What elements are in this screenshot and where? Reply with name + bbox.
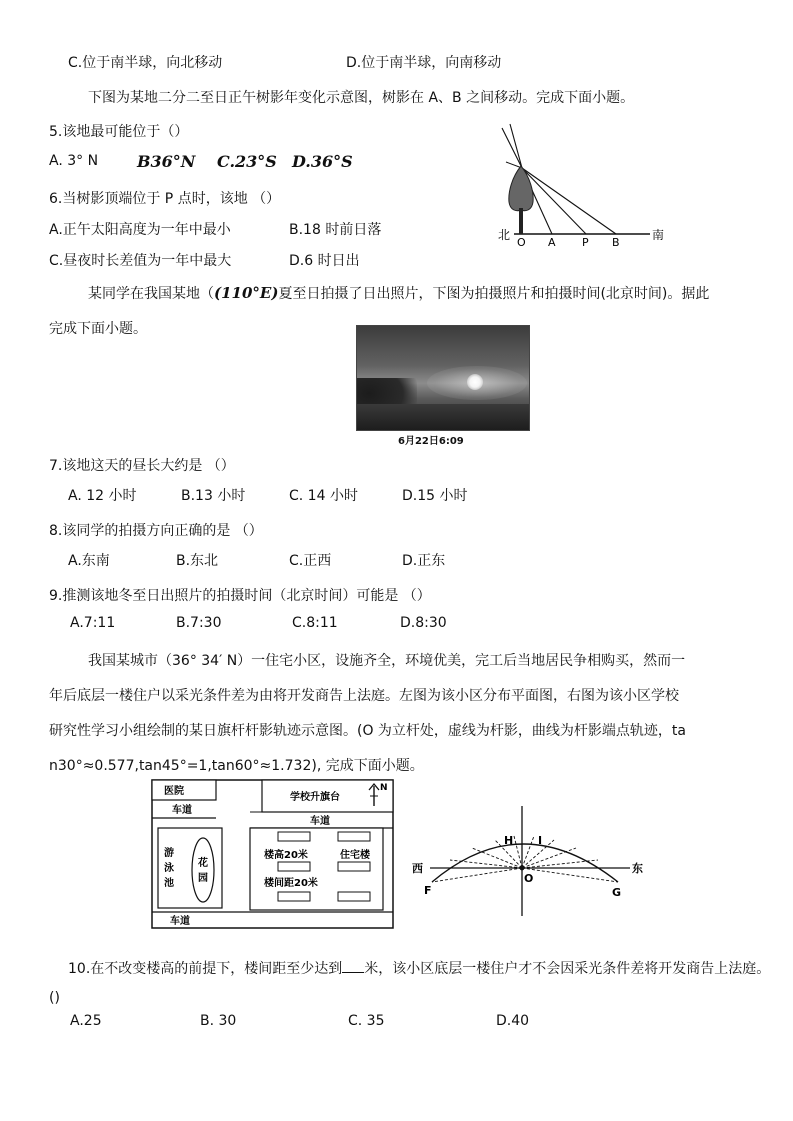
road-label-top-right: 车道 (310, 816, 330, 827)
residential-map (150, 778, 395, 930)
q4-option-d: D.位于南半球，向南移动 (346, 55, 502, 71)
label-south: 南 (652, 228, 665, 242)
q5-option-a: A. 3° N (49, 153, 99, 169)
sunrise-photo (356, 325, 530, 431)
intro-residential-l3: 研究性学习小组绘制的某日旗杆杆影轨迹示意图。(O 为立杆处，虚线为杆影，曲线为杆影端点轨迹，ta (49, 723, 686, 739)
q8-option-d: D.正东 (402, 553, 446, 569)
q10-blank (342, 960, 364, 973)
q7-option-a: A. 12 小时 (68, 488, 137, 504)
intro-residential-l2: 年后底层一楼住户以采光条件差为由将开发商告上法庭。左图为该小区分布平面图，右图为该小区学校 (49, 688, 679, 704)
pole-point (520, 866, 525, 871)
building-5 (278, 892, 310, 901)
intro-sunrise-coord: (110°E) (214, 284, 279, 302)
label-o: O (517, 236, 526, 246)
label-f: F (424, 884, 432, 897)
intro-sunrise-line2: 完成下面小题。 (49, 321, 147, 337)
q10-option-b: B. 30 (200, 1013, 237, 1029)
building-4 (338, 862, 370, 871)
q10-option-d: D.40 (496, 1013, 530, 1029)
label-a: A (548, 236, 556, 246)
shadow-ray-b (522, 168, 616, 234)
label-north: 北 (498, 228, 511, 242)
intro-sunrise-part1: 某同学在我国某地（ (88, 286, 214, 302)
q6-option-d: D.6 时日出 (289, 253, 360, 269)
q9-stem: 9.推测该地冬至日出照片的拍摄时间（北京时间）可能是 （） (49, 588, 431, 604)
q8-option-b: B.东北 (176, 553, 219, 569)
q5-option-c: C.23°S (217, 152, 277, 171)
label-o: O (524, 872, 534, 885)
q6-option-b: B.18 时前日落 (289, 222, 382, 238)
q5-option-d: D.36°S (292, 152, 353, 171)
q10-stem-post: 米，该小区底层一楼住户才不会因采光条件差将开发商告上法庭。 (364, 961, 771, 977)
q7-option-c: C. 14 小时 (289, 488, 358, 504)
road-label-bottom: 车道 (170, 916, 190, 927)
intro-sunrise (88, 283, 709, 303)
q10-stem (68, 958, 770, 978)
pool-char-3: 池 (164, 878, 174, 889)
hospital-block (152, 780, 216, 800)
intro-tree-shadow: 下图为某地二分二至日正午树影年变化示意图，树影在 A、B 之间移动。完成下面小题。 (88, 90, 635, 106)
tree-trunk (519, 208, 523, 234)
q9-option-d: D.8:30 (400, 615, 447, 631)
spacing-label: 楼间距20米 (264, 878, 318, 889)
q5-stem: 5.该地最可能位于（） (49, 124, 189, 140)
pool-char-2: 泳 (164, 863, 174, 874)
q10-option-a: A.25 (70, 1013, 102, 1029)
hospital-label: 医院 (164, 786, 184, 797)
label-p: P (582, 236, 589, 246)
building-1 (278, 832, 310, 841)
photo-caption: 6月22日6:09 (398, 436, 464, 447)
q8-option-a: A.东南 (68, 553, 110, 569)
q10-stem-pre: 10.在不改变楼高的前提下，楼间距至少达到 (68, 961, 343, 977)
intro-residential-l1: 我国某城市（36° 34′ N）一住宅小区，设施齐全，环境优美，完工后当地居民争相购买，然而一 (88, 653, 686, 669)
q7-option-b: B.13 小时 (181, 488, 246, 504)
shadow-trajectory-diagram (410, 800, 650, 920)
intro-residential-l4: n30°≈0.577,tan45°=1,tan60°≈1.732), 完成下面小题。 (49, 758, 424, 774)
building-2 (338, 832, 370, 841)
q7-stem: 7.该地这天的昼长大约是 （） (49, 458, 235, 474)
height-label: 楼高20米 (264, 850, 308, 861)
west-label: 西 (412, 862, 423, 875)
q10-paren: () (49, 990, 60, 1006)
q5-option-b: B36°N (137, 152, 196, 171)
q6-stem: 6.当树影顶端位于 P 点时，该地 （） (49, 191, 281, 207)
q4-option-c: C.位于南半球，向北移动 (68, 55, 223, 71)
building-6 (338, 892, 370, 901)
pool-char-1: 游 (164, 848, 174, 859)
garden-ellipse (192, 838, 214, 902)
label-g: G (612, 886, 622, 899)
tree-shadow-diagram (490, 122, 670, 246)
q8-stem: 8.该同学的拍摄方向正确的是 （） (49, 523, 263, 539)
label-b: B (612, 236, 620, 246)
q9-option-c: C.8:11 (292, 615, 338, 631)
q6-option-c: C.昼夜时长差值为一年中最大 (49, 253, 232, 269)
garden-char-1: 花 (198, 858, 208, 869)
building-3 (278, 862, 310, 871)
q9-option-a: A.7:11 (70, 615, 116, 631)
q8-option-c: C.正西 (289, 553, 332, 569)
residential-label: 住宅楼 (340, 850, 370, 861)
garden-char-2: 园 (198, 873, 208, 884)
sun-ray-1 (502, 128, 522, 168)
sun-ray-2 (510, 124, 522, 168)
q9-option-b: B.7:30 (176, 615, 222, 631)
road-label-top-left: 车道 (172, 805, 192, 816)
photo-ground (357, 404, 529, 430)
east-label: 东 (632, 862, 643, 875)
q10-option-c: C. 35 (348, 1013, 385, 1029)
q7-option-d: D.15 小时 (402, 488, 468, 504)
intro-sunrise-part2: 夏至日拍摄了日出照片，下图为拍摄照片和拍摄时间(北京时间)。据此 (278, 286, 710, 302)
label-h: H (504, 834, 514, 847)
label-i: I (538, 834, 543, 847)
flagpole-label: 学校升旗台 (290, 792, 340, 803)
q6-option-a: A.正午太阳高度为一年中最小 (49, 222, 231, 238)
north-label: N (380, 783, 388, 793)
sun-disc (467, 374, 483, 390)
